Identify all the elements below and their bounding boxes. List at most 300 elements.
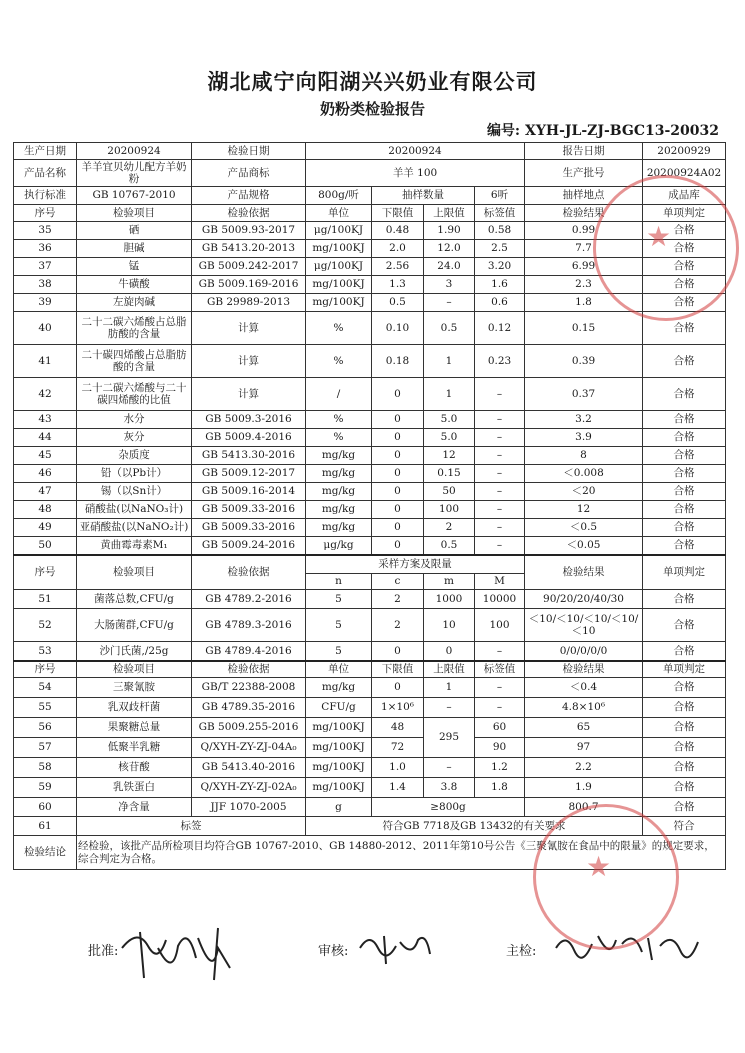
unit: % <box>306 411 372 429</box>
M-value: 10000 <box>475 590 525 609</box>
label-value: – <box>475 483 525 501</box>
result: 12 <box>525 501 643 519</box>
info-label: 产品规格 <box>192 187 306 205</box>
judgement: 合格 <box>643 294 726 312</box>
table-row <box>14 345 726 378</box>
column-header: 上限值 <box>424 205 475 222</box>
unit: mg/100KJ <box>306 240 372 258</box>
column-header: 检验依据 <box>192 205 306 222</box>
row-number: 46 <box>14 465 77 483</box>
table-row <box>14 312 726 345</box>
column-header: 检验依据 <box>192 661 306 678</box>
test-basis: Q/XYH-ZY-ZJ-02A₀ <box>192 778 306 798</box>
lower-limit: 1×10⁶ <box>372 698 424 718</box>
lower-limit: 0 <box>372 537 424 555</box>
label-value: 0.6 <box>475 294 525 312</box>
item-name: 牛磺酸 <box>77 276 192 294</box>
label-value: 90 <box>475 738 525 758</box>
label-value: 1.8 <box>475 778 525 798</box>
judgement: 合格 <box>643 519 726 537</box>
row-number: 55 <box>14 698 77 718</box>
item-name: 低聚半乳糖 <box>77 738 192 758</box>
unit: mg/100KJ <box>306 294 372 312</box>
info-value: 20200929 <box>643 143 726 160</box>
lower-limit: 2.56 <box>372 258 424 276</box>
lower-limit: 72 <box>372 738 424 758</box>
result: 3.9 <box>525 429 643 447</box>
table-row <box>14 817 726 836</box>
item-name: 硝酸盐(以NaNO₃计) <box>77 501 192 519</box>
m-value: 10 <box>424 609 475 642</box>
judgement: 合格 <box>643 222 726 240</box>
test-basis: GB 5009.33-2016 <box>192 501 306 519</box>
label-value: 60 <box>475 718 525 738</box>
test-basis: GB 5009.242-2017 <box>192 258 306 276</box>
info-value: 20200924 <box>77 143 192 160</box>
judgement: 合格 <box>643 798 726 817</box>
judgement: 合格 <box>643 429 726 447</box>
column-header: 序号 <box>14 555 77 590</box>
upper-limit: 2 <box>424 519 475 537</box>
test-basis: GB 5009.255-2016 <box>192 718 306 738</box>
item-name: 锡（以Sn计） <box>77 483 192 501</box>
table-row <box>14 294 726 312</box>
table-row <box>14 465 726 483</box>
column-header: 检验依据 <box>192 555 306 590</box>
lower-limit: 0.5 <box>372 294 424 312</box>
limit: ≥800g <box>372 798 525 817</box>
row-number: 35 <box>14 222 77 240</box>
upper-limit: 1.90 <box>424 222 475 240</box>
row-number: 52 <box>14 609 77 642</box>
table-row <box>14 738 726 758</box>
upper-limit: – <box>424 698 475 718</box>
info-label: 抽样地点 <box>525 187 643 205</box>
judgement: 合格 <box>643 698 726 718</box>
upper-limit: – <box>424 758 475 778</box>
unit: mg/100KJ <box>306 738 372 758</box>
unit: CFU/g <box>306 698 372 718</box>
lower-limit: 0 <box>372 501 424 519</box>
info-row-3 <box>14 187 726 205</box>
upper-limit: 50 <box>424 483 475 501</box>
test-basis: GB 4789.4-2016 <box>192 642 306 661</box>
row-number: 59 <box>14 778 77 798</box>
n-value: 5 <box>306 609 372 642</box>
test-basis: GB 5009.33-2016 <box>192 519 306 537</box>
info-value: 800g/听 <box>306 187 372 205</box>
row-number: 58 <box>14 758 77 778</box>
result: 800.7 <box>525 798 643 817</box>
result: 0.15 <box>525 312 643 345</box>
unit: mg/100KJ <box>306 718 372 738</box>
c-value: 0 <box>372 642 424 661</box>
table-row <box>14 411 726 429</box>
review-label: 审核: <box>318 944 349 959</box>
lower-limit: 0 <box>372 465 424 483</box>
lower-limit: 2.0 <box>372 240 424 258</box>
column-header: m <box>424 574 475 590</box>
item-name: 亚硝酸盐(以NaNO₂计) <box>77 519 192 537</box>
unit: mg/kg <box>306 501 372 519</box>
row-number: 47 <box>14 483 77 501</box>
judgement: 符合 <box>643 817 726 836</box>
row-number: 53 <box>14 642 77 661</box>
test-basis: GB/T 22388-2008 <box>192 678 306 698</box>
info-label: 生产批号 <box>525 160 643 187</box>
n-value: 5 <box>306 590 372 609</box>
label-value: – <box>475 429 525 447</box>
info-label: 检验日期 <box>192 143 306 160</box>
label-value: 0.58 <box>475 222 525 240</box>
test-basis: GB 5413.40-2016 <box>192 758 306 778</box>
table-row <box>14 698 726 718</box>
label-value: 1.6 <box>475 276 525 294</box>
judgement: 合格 <box>643 240 726 258</box>
item-name: 胆碱 <box>77 240 192 258</box>
judgement: 合格 <box>643 258 726 276</box>
judgement: 合格 <box>643 501 726 519</box>
label-value: – <box>475 537 525 555</box>
conclusion-label: 检验结论 <box>14 836 77 870</box>
item-name: 二十二碳六烯酸与二十碳四烯酸的比值 <box>77 378 192 411</box>
result: 0.99 <box>525 222 643 240</box>
item-name: 乳铁蛋白 <box>77 778 192 798</box>
table-row <box>14 537 726 555</box>
item-name: 标签 <box>77 817 306 836</box>
test-basis: GB 5413.30-2016 <box>192 447 306 465</box>
result: 97 <box>525 738 643 758</box>
lower-limit: 1.3 <box>372 276 424 294</box>
info-row-1 <box>14 143 726 160</box>
table-row <box>14 609 726 642</box>
row-number: 36 <box>14 240 77 258</box>
lower-limit: 0.18 <box>372 345 424 378</box>
item-name: 黄曲霉毒素M₁ <box>77 537 192 555</box>
row-number: 50 <box>14 537 77 555</box>
row-number: 37 <box>14 258 77 276</box>
upper-limit: 5.0 <box>424 411 475 429</box>
column-header: 单项判定 <box>643 205 726 222</box>
column-header: 下限值 <box>372 205 424 222</box>
test-basis: GB 4789.2-2016 <box>192 590 306 609</box>
inspector-label: 主检: <box>506 944 537 959</box>
upper-limit: 100 <box>424 501 475 519</box>
upper-limit: 0.5 <box>424 312 475 345</box>
result: 2.2 <box>525 758 643 778</box>
column-header: 单位 <box>306 661 372 678</box>
unit: mg/kg <box>306 483 372 501</box>
upper-limit: 295 <box>424 718 475 758</box>
unit: mg/100KJ <box>306 276 372 294</box>
lower-limit: 0 <box>372 483 424 501</box>
label-value: 2.5 <box>475 240 525 258</box>
unit: mg/100KJ <box>306 758 372 778</box>
reviewer-signature <box>356 928 436 968</box>
item-name: 核苷酸 <box>77 758 192 778</box>
column-header: 单项判定 <box>643 661 726 678</box>
judgement: 合格 <box>643 378 726 411</box>
item-name: 大肠菌群,CFU/g <box>77 609 192 642</box>
result: 6.99 <box>525 258 643 276</box>
upper-limit: 5.0 <box>424 429 475 447</box>
stamp-bottom-star-icon: ★ <box>586 850 612 883</box>
approve-label: 批准: <box>88 944 119 959</box>
row-number: 57 <box>14 738 77 758</box>
result: ＜0.5 <box>525 519 643 537</box>
upper-limit: 1 <box>424 378 475 411</box>
judgement: 合格 <box>643 738 726 758</box>
row-number: 51 <box>14 590 77 609</box>
column-header: 检验结果 <box>525 205 643 222</box>
unit: g <box>306 798 372 817</box>
column-header: 检验结果 <box>525 555 643 590</box>
info-label: 抽样数量 <box>372 187 475 205</box>
row-number: 54 <box>14 678 77 698</box>
M-value: – <box>475 642 525 661</box>
item-name: 硒 <box>77 222 192 240</box>
judgement: 合格 <box>643 590 726 609</box>
judgement: 合格 <box>643 778 726 798</box>
upper-limit: 3.8 <box>424 778 475 798</box>
lower-limit: 0.10 <box>372 312 424 345</box>
table-row <box>14 778 726 798</box>
item-name: 乳双歧杆菌 <box>77 698 192 718</box>
table-header <box>14 205 726 222</box>
document-number: 编号: XYH-JL-ZJ-BGC13-20032 <box>486 123 719 139</box>
m-value: 1000 <box>424 590 475 609</box>
info-value: GB 10767-2010 <box>77 187 192 205</box>
info-value: 成品库 <box>643 187 726 205</box>
column-header: 检验项目 <box>77 661 192 678</box>
item-name: 杂质度 <box>77 447 192 465</box>
test-basis: 计算 <box>192 378 306 411</box>
table-row <box>14 718 726 738</box>
upper-limit: 3 <box>424 276 475 294</box>
table-row <box>14 798 726 817</box>
judgement: 合格 <box>643 276 726 294</box>
item-name: 锰 <box>77 258 192 276</box>
row-number: 56 <box>14 718 77 738</box>
judgement: 合格 <box>643 537 726 555</box>
table-row <box>14 222 726 240</box>
row-number: 40 <box>14 312 77 345</box>
judgement: 合格 <box>643 609 726 642</box>
lower-limit: 0 <box>372 378 424 411</box>
row-number: 49 <box>14 519 77 537</box>
conclusion-row <box>14 836 726 870</box>
judgement: 合格 <box>643 312 726 345</box>
test-basis: GB 5009.24-2016 <box>192 537 306 555</box>
test-basis: GB 5009.3-2016 <box>192 411 306 429</box>
column-header: 标签值 <box>475 661 525 678</box>
info-label: 生产日期 <box>14 143 77 160</box>
row-number: 60 <box>14 798 77 817</box>
table-row <box>14 642 726 661</box>
test-basis: GB 4789.3-2016 <box>192 609 306 642</box>
test-basis: GB 5009.12-2017 <box>192 465 306 483</box>
judgement: 合格 <box>643 345 726 378</box>
column-header: 检验项目 <box>77 555 192 590</box>
M-value: 100 <box>475 609 525 642</box>
result: ＜0.05 <box>525 537 643 555</box>
lower-limit: 0 <box>372 429 424 447</box>
table-row <box>14 258 726 276</box>
info-value: 20200924 <box>306 143 525 160</box>
info-value: 羊羊 100 <box>306 160 525 187</box>
c-value: 2 <box>372 590 424 609</box>
lower-limit: 0 <box>372 411 424 429</box>
conclusion-text: 经检验，该批产品所检项目均符合GB 10767-2010、GB 14880-2012、2011年第10号公告《三聚氰胺在食品中的限量》的规定要求，综合判定为合格。 <box>77 836 726 870</box>
judgement: 合格 <box>643 483 726 501</box>
result: ＜0.008 <box>525 465 643 483</box>
unit: mg/kg <box>306 678 372 698</box>
label-value: 3.20 <box>475 258 525 276</box>
row-number: 45 <box>14 447 77 465</box>
info-row-2 <box>14 160 726 187</box>
column-header: 单项判定 <box>643 555 726 590</box>
label-requirement: 符合GB 7718及GB 13432的有关要求 <box>306 817 643 836</box>
result: ＜0.4 <box>525 678 643 698</box>
table-row <box>14 590 726 609</box>
upper-limit: 0.15 <box>424 465 475 483</box>
column-header: c <box>372 574 424 590</box>
info-label: 报告日期 <box>525 143 643 160</box>
company-name: 湖北咸宁向阳湖兴兴奶业有限公司 <box>207 69 538 94</box>
test-basis: JJF 1070-2005 <box>192 798 306 817</box>
label-value: – <box>475 411 525 429</box>
table-row <box>14 483 726 501</box>
micro-header <box>14 555 726 574</box>
test-basis: 计算 <box>192 345 306 378</box>
column-header: 采样方案及限量 <box>306 555 525 574</box>
test-basis: GB 5009.4-2016 <box>192 429 306 447</box>
column-header: 序号 <box>14 205 77 222</box>
result: 3.2 <box>525 411 643 429</box>
info-value: 6听 <box>475 187 525 205</box>
test-basis: GB 4789.35-2016 <box>192 698 306 718</box>
lower-limit: 1.4 <box>372 778 424 798</box>
label-value: – <box>475 465 525 483</box>
test-basis: GB 5413.20-2013 <box>192 240 306 258</box>
result: 0.37 <box>525 378 643 411</box>
table-row <box>14 758 726 778</box>
label-value: 0.12 <box>475 312 525 345</box>
row-number: 38 <box>14 276 77 294</box>
column-header: 标签值 <box>475 205 525 222</box>
info-label: 产品名称 <box>14 160 77 187</box>
unit: μg/kg <box>306 537 372 555</box>
result: 1.9 <box>525 778 643 798</box>
table-row <box>14 447 726 465</box>
item-name: 沙门氏菌,/25g <box>77 642 192 661</box>
report-title: 奶粉类检验报告 <box>319 100 425 118</box>
info-value: 羊羊宜贝幼儿配方羊奶粉 <box>77 160 192 187</box>
info-value: 20200924A02 <box>643 160 726 187</box>
table-row <box>14 501 726 519</box>
upper-limit: 24.0 <box>424 258 475 276</box>
table-row <box>14 378 726 411</box>
row-number: 48 <box>14 501 77 519</box>
result: ＜20 <box>525 483 643 501</box>
upper-limit: 12 <box>424 447 475 465</box>
result: 1.8 <box>525 294 643 312</box>
upper-limit: 0.5 <box>424 537 475 555</box>
row-number: 44 <box>14 429 77 447</box>
column-header: n <box>306 574 372 590</box>
item-name: 果聚糖总量 <box>77 718 192 738</box>
info-label: 执行标准 <box>14 187 77 205</box>
item-name: 二十碳四烯酸占总脂肪酸的含量 <box>77 345 192 378</box>
upper-limit: 12.0 <box>424 240 475 258</box>
test-basis: Q/XYH-ZY-ZJ-04A₀ <box>192 738 306 758</box>
test-basis: GB 5009.16-2014 <box>192 483 306 501</box>
column-header: 上限值 <box>424 661 475 678</box>
table-row <box>14 519 726 537</box>
lower-limit: 1.0 <box>372 758 424 778</box>
column-header: 检验项目 <box>77 205 192 222</box>
item-name: 净含量 <box>77 798 192 817</box>
label-value: – <box>475 501 525 519</box>
judgement: 合格 <box>643 642 726 661</box>
column-header: M <box>475 574 525 590</box>
result: 7.7 <box>525 240 643 258</box>
lower-limit: 0 <box>372 519 424 537</box>
lower-limit: 0.48 <box>372 222 424 240</box>
n-value: 5 <box>306 642 372 661</box>
label-value: – <box>475 698 525 718</box>
table-row <box>14 276 726 294</box>
unit: mg/kg <box>306 447 372 465</box>
label-value: 0.23 <box>475 345 525 378</box>
stamp-top-star-icon: ★ <box>646 220 672 253</box>
row-number: 39 <box>14 294 77 312</box>
item-name: 二十二碳六烯酸占总脂肪酸的含量 <box>77 312 192 345</box>
unit: % <box>306 345 372 378</box>
unit: μg/100KJ <box>306 258 372 276</box>
result: 0/0/0/0/0 <box>525 642 643 661</box>
judgement: 合格 <box>643 411 726 429</box>
unit: % <box>306 312 372 345</box>
unit: mg/100KJ <box>306 778 372 798</box>
result: 0.39 <box>525 345 643 378</box>
label-value: – <box>475 519 525 537</box>
result: ＜10/＜10/＜10/＜10/＜10 <box>525 609 643 642</box>
item-name: 左旋肉碱 <box>77 294 192 312</box>
table-row <box>14 240 726 258</box>
inspector-signature <box>552 926 702 966</box>
c-value: 2 <box>372 609 424 642</box>
row-number: 61 <box>14 817 77 836</box>
label-value: – <box>475 378 525 411</box>
report-table <box>13 142 726 870</box>
info-label: 产品商标 <box>192 160 306 187</box>
item-name: 三聚氰胺 <box>77 678 192 698</box>
column-header: 检验结果 <box>525 661 643 678</box>
upper-limit: – <box>424 294 475 312</box>
lower-limit: 0 <box>372 447 424 465</box>
table-row <box>14 678 726 698</box>
test-basis: GB 5009.169-2016 <box>192 276 306 294</box>
upper-limit: 1 <box>424 678 475 698</box>
lower-limit: 0 <box>372 678 424 698</box>
judgement: 合格 <box>643 678 726 698</box>
row-number: 41 <box>14 345 77 378</box>
test-basis: GB 5009.93-2017 <box>192 222 306 240</box>
judgement: 合格 <box>643 718 726 738</box>
test-basis: GB 29989-2013 <box>192 294 306 312</box>
m-value: 0 <box>424 642 475 661</box>
